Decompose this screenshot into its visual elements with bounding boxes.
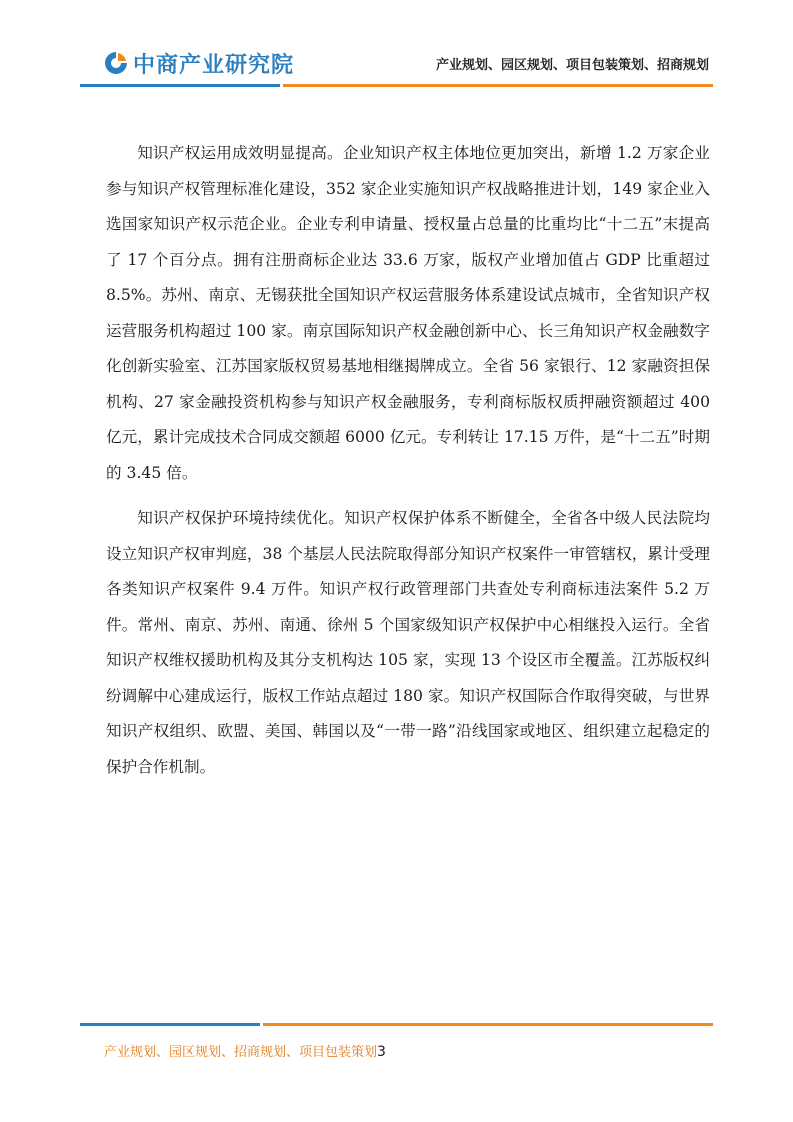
footer-slogan: 产业规划、园区规划、招商规划、项目包装策划 bbox=[104, 1045, 378, 1060]
page-number: 3 bbox=[377, 1044, 386, 1060]
footer-rule-blue bbox=[80, 1023, 260, 1026]
paragraph-ip-utilization: 知识产权运用成效明显提高。企业知识产权主体地位更加突出，新增 1.2 万家企业参与知识产权管理标准化建设，352 家企业实施知识产权战略推进计划，149 家企业入选国家知识产权示范企业。企业专利申请量、授权量占总量的比重均比“十二五”末提高了 17 个百分点。拥有注册商标企业达 33.6 万家，版权产业增加值占 GDP 比重超过 8.5%。苏州、南京、无锡获批全国知识产权运营服务体系建设试点城市，全省知识产权运营服务机构超过 100 家。南京国际知识产权金融创新中心、长三角知识产权金融数字化创新实验室、江苏国家版权贸易基地相继揭牌成立。全省 56 家银行、12 家融资担保机构、27 家金融投资机构参与知识产权金融服务，专利商标版权质押融资额超过 400 亿元，累计完成技术合同成交额超 6000 亿元。专利转让 17.15 万件，是“十二五”时期的 3.45 倍。 bbox=[106, 144, 710, 482]
header-slogan: 产业规划、园区规划、项目包装策划、招商规划 bbox=[435, 58, 709, 73]
header-rule-blue bbox=[80, 84, 280, 87]
page-header bbox=[0, 0, 793, 90]
company-logo bbox=[103, 48, 294, 78]
header-rule-orange bbox=[283, 84, 713, 87]
paragraph-ip-protection: 知识产权保护环境持续优化。知识产权保护体系不断健全，全省各中级人民法院均设立知识产权审判庭，38 个基层人民法院取得部分知识产权案件一审管辖权，累计受理各类知识产权案件 9.4 万件。知识产权行政管理部门共查处专利商标违法案件 5.2 万件。常州、南京、苏州、南通、徐州 5 个国家级知识产权保护中心相继投入运行。全省知识产权维权援助机构及其分支机构达 105 家，实现 13 个设区市全覆盖。江苏版权纠纷调解中心建成运行，版权工作站点超过 180 家。知识产权国际合作取得突破，与世界知识产权组织、欧盟、美国、韩国以及“一带一路”沿线国家或地区、组织建立起稳定的保护合作机制。 bbox=[106, 509, 710, 776]
logo-text: 中商产业研究院 bbox=[133, 52, 295, 78]
logo-mark-icon bbox=[103, 50, 129, 76]
footer-rule-orange bbox=[263, 1023, 713, 1026]
document-body bbox=[106, 136, 710, 795]
page-footer bbox=[104, 1041, 386, 1060]
